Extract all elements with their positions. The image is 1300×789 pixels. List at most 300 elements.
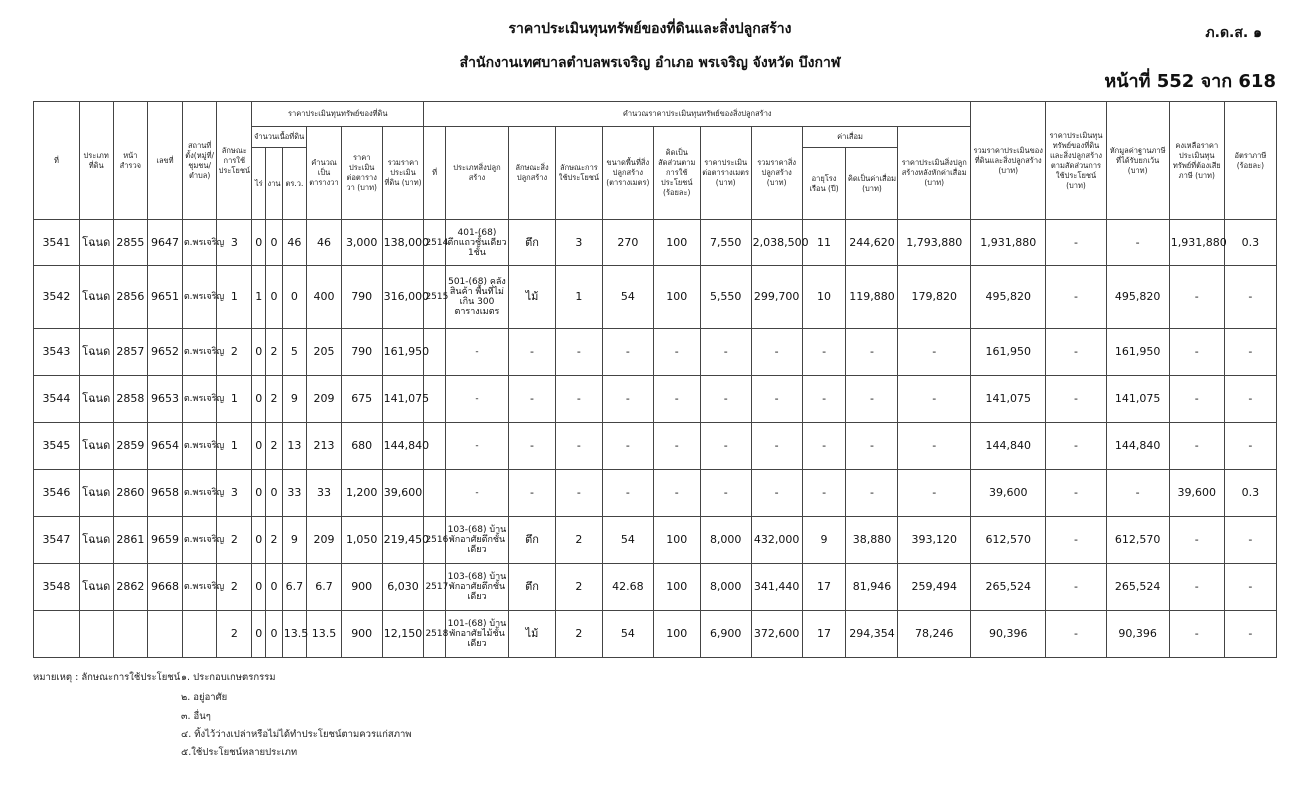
cell-taxable: 39,600 [1169,470,1224,517]
cell-taxable: - [1169,329,1224,376]
col-wa: ตร.ว. [282,148,306,220]
cell-bld-kind: ตึก [509,220,556,266]
cell-land-type: โฉนด [79,376,113,423]
footnote-item: ๔. ทิ้งไว้ว่างเปล่าหรือไม่ได้ทำประโยชน์ตามควรแก่สภาพ [181,729,412,740]
cell-bld-kind: ตึก [509,564,556,611]
cell-exempt: - [1106,470,1169,517]
cell-bld-area: 54 [602,611,653,658]
cell-doc-no: 9658 [148,470,183,517]
cell-land-type: โฉนด [79,423,113,470]
cell-bld-net: - [898,423,971,470]
cell-page-survey [113,611,148,658]
cell-bld-pct: 100 [653,611,700,658]
cell-page-survey: 2856 [113,266,148,329]
cell-grand-total: 612,570 [970,517,1045,564]
cell-bld-usage: 2 [555,611,602,658]
col-land-total: รวมราคาประเมินที่ดิน (บาท) [382,127,424,220]
cell-ngan: 2 [266,517,282,564]
cell-ngan: 0 [266,611,282,658]
cell-age: - [802,470,846,517]
cell-page-survey: 2862 [113,564,148,611]
cell-location: ต.พรเจริญ [182,564,217,611]
cell-bld-pct: 100 [653,517,700,564]
cell-dep-amount: 244,620 [846,220,898,266]
cell-wa: 13.5 [282,611,306,658]
cell-bld-total: 432,000 [751,517,802,564]
cell-no: 3545 [34,423,80,470]
cell-bld-area: 42.68 [602,564,653,611]
cell-rai: 0 [252,564,266,611]
footnote-item: ๒. อยู่อาศัย [181,692,228,703]
cell-exempt: 161,950 [1106,329,1169,376]
cell-calc-sqwa: 33 [307,470,342,517]
col-usage: ลักษณะการใช้ประโยชน์ [217,102,252,220]
cell-wa: 5 [282,329,306,376]
cell-usage: 2 [217,611,252,658]
cell-age: - [802,329,846,376]
col-group-building: คำนวณราคาประเมินทุนทรัพย์ของสิ่งปลูกสร้าง [424,102,971,127]
table-row [34,470,1277,517]
cell-rate: - [1224,376,1276,423]
footnote-item: ๕.ใช้ประโยชน์หลายประเภท [181,747,298,758]
cell-rai: 0 [252,611,266,658]
col-land-type: ประเภทที่ดิน [79,102,113,220]
table-row [34,329,1277,376]
cell-age: - [802,376,846,423]
cell-page-survey: 2860 [113,470,148,517]
cell-bld-price-sqm: 8,000 [700,517,751,564]
cell-wa: 46 [282,220,306,266]
cell-calc-sqwa: 209 [307,517,342,564]
cell-location: ต.พรเจริญ [182,423,217,470]
cell-bld-net: 259,494 [898,564,971,611]
cell-bld-area: - [602,376,653,423]
cell-prop-value: - [1046,517,1106,564]
cell-exempt: - [1106,220,1169,266]
cell-price-sqwa: 3,000 [341,220,382,266]
cell-grand-total: 141,075 [970,376,1045,423]
cell-bld-price-sqm: - [700,329,751,376]
cell-age: 9 [802,517,846,564]
cell-bld-usage: - [555,376,602,423]
cell-ngan: 2 [266,376,282,423]
cell-page-survey: 2855 [113,220,148,266]
col-bld-pct: คิดเป็นสัดส่วนตามการใช้ประโยชน์ (ร้อยละ) [653,127,700,220]
cell-ngan: 2 [266,423,282,470]
cell-exempt: 495,820 [1106,266,1169,329]
cell-land-type: โฉนด [79,564,113,611]
cell-dep-amount: 119,880 [846,266,898,329]
cell-bld-usage: 3 [555,220,602,266]
cell-location: ต.พรเจริญ [182,470,217,517]
cell-bld-no: 2518 [424,611,445,658]
cell-bld-kind: - [509,470,556,517]
cell-age: 17 [802,611,846,658]
cell-price-sqwa: 900 [341,611,382,658]
cell-price-sqwa: 675 [341,376,382,423]
cell-land-type: โฉนด [79,470,113,517]
cell-bld-total: 372,600 [751,611,802,658]
cell-land-total: 219,450 [382,517,424,564]
table-row [34,517,1277,564]
col-exempt: หักมูลค่าฐานภาษีที่ได้รับยกเว้น (บาท) [1106,102,1169,220]
form-code: ภ.ด.ส. ๑ [1205,25,1262,41]
cell-dep-amount: - [846,376,898,423]
cell-calc-sqwa: 209 [307,376,342,423]
cell-exempt: 141,075 [1106,376,1169,423]
cell-doc-no: 9654 [148,423,183,470]
cell-wa: 9 [282,517,306,564]
cell-doc-no: 9652 [148,329,183,376]
cell-rate: - [1224,611,1276,658]
cell-taxable: - [1169,517,1224,564]
cell-bld-net: 78,246 [898,611,971,658]
cell-taxable: - [1169,266,1224,329]
cell-bld-no: 2515 [424,266,445,329]
cell-ngan: 0 [266,266,282,329]
cell-dep-amount: 38,880 [846,517,898,564]
cell-bld-net: 393,120 [898,517,971,564]
footnote-item: ๑. ประกอบเกษตรกรรม [181,672,276,683]
col-no: ที่ [34,102,80,220]
cell-bld-no: 2517 [424,564,445,611]
cell-bld-area: - [602,470,653,517]
cell-land-total: 6,030 [382,564,424,611]
cell-no: 3546 [34,470,80,517]
cell-bld-no: 2516 [424,517,445,564]
cell-bld-price-sqm: 8,000 [700,564,751,611]
col-group-depreciation: ค่าเสื่อม [802,127,898,148]
cell-prop-value: - [1046,266,1106,329]
cell-bld-usage: - [555,329,602,376]
cell-calc-sqwa: 400 [307,266,342,329]
cell-price-sqwa: 790 [341,266,382,329]
cell-bld-net: - [898,376,971,423]
table-row [34,564,1277,611]
col-group-land: ราคาประเมินทุนทรัพย์ของที่ดิน [252,102,424,127]
cell-land-total: 138,000 [382,220,424,266]
cell-taxable: 1,931,880 [1169,220,1224,266]
cell-bld-pct: 100 [653,266,700,329]
cell-grand-total: 495,820 [970,266,1045,329]
cell-bld-total: 299,700 [751,266,802,329]
cell-location [182,611,217,658]
cell-page-survey: 2857 [113,329,148,376]
cell-no: 3547 [34,517,80,564]
cell-wa: 6.7 [282,564,306,611]
col-bld-type: ประเภทสิ่งปลูกสร้าง [445,127,508,220]
cell-age: 17 [802,564,846,611]
cell-prop-value: - [1046,220,1106,266]
cell-bld-type: 501-(68) คลังสินค้า พื้นที่ไม่เกิน 300 ตารางเมตร [445,266,508,329]
footnote-item: ๓. อื่นๆ [181,711,211,722]
col-bld-no: ที่ [424,127,445,220]
cell-no: 3542 [34,266,80,329]
cell-prop-value: - [1046,611,1106,658]
cell-price-sqwa: 790 [341,329,382,376]
col-calc-sqwa: คำนวณเป็นตารางวา [307,127,342,220]
cell-calc-sqwa: 205 [307,329,342,376]
cell-location: ต.พรเจริญ [182,220,217,266]
col-dep-amount: คิดเป็นค่าเสื่อม (บาท) [846,148,898,220]
cell-bld-pct: - [653,329,700,376]
cell-land-type: โฉนด [79,517,113,564]
cell-rai: 0 [252,376,266,423]
cell-ngan: 0 [266,470,282,517]
table-row [34,423,1277,470]
cell-doc-no: 9668 [148,564,183,611]
cell-land-type: โฉนด [79,329,113,376]
cell-bld-usage: 1 [555,266,602,329]
cell-calc-sqwa: 13.5 [307,611,342,658]
cell-rai: 0 [252,220,266,266]
col-rai: ไร่ [252,148,266,220]
cell-rate: - [1224,423,1276,470]
cell-ngan: 0 [266,564,282,611]
cell-grand-total: 39,600 [970,470,1045,517]
cell-land-total: 161,950 [382,329,424,376]
report-title: ราคาประเมินทุนทรัพย์ของที่ดินและสิ่งปลูกสร้าง [508,21,792,37]
cell-no: 3541 [34,220,80,266]
cell-bld-area: - [602,329,653,376]
cell-rai: 0 [252,329,266,376]
cell-ngan: 0 [266,220,282,266]
cell-bld-total: - [751,470,802,517]
cell-prop-value: - [1046,329,1106,376]
cell-land-total: 141,075 [382,376,424,423]
cell-no: 3543 [34,329,80,376]
cell-bld-pct: 100 [653,564,700,611]
cell-bld-total: - [751,329,802,376]
cell-bld-usage: - [555,423,602,470]
cell-bld-total: 2,038,500 [751,220,802,266]
col-bld-total: รวมราคาสิ่งปลูกสร้าง (บาท) [751,127,802,220]
cell-bld-total: 341,440 [751,564,802,611]
cell-wa: 33 [282,470,306,517]
cell-bld-type: - [445,329,508,376]
cell-bld-price-sqm: 7,550 [700,220,751,266]
cell-dep-amount: - [846,329,898,376]
cell-bld-kind: - [509,423,556,470]
table-row [34,376,1277,423]
col-group-area: จำนวนเนื้อที่ดิน [252,127,307,148]
cell-price-sqwa: 900 [341,564,382,611]
cell-usage: 2 [217,564,252,611]
cell-no: 3548 [34,564,80,611]
col-bld-kind: ลักษณะสิ่งปลูกสร้าง [509,127,556,220]
cell-bld-pct: - [653,470,700,517]
cell-bld-price-sqm: 5,550 [700,266,751,329]
cell-rai: 0 [252,423,266,470]
cell-land-total: 39,600 [382,470,424,517]
cell-exempt: 144,840 [1106,423,1169,470]
cell-no: 3544 [34,376,80,423]
cell-bld-type: 103-(68) บ้านพักอาศัยตึกชั้นเดียว [445,517,508,564]
cell-bld-pct: - [653,376,700,423]
cell-bld-area: 54 [602,517,653,564]
cell-taxable: - [1169,611,1224,658]
cell-bld-type: 401-(68) ตึกแถวชั้นเดียว 1ชั้น [445,220,508,266]
cell-usage: 3 [217,470,252,517]
cell-bld-pct: - [653,423,700,470]
cell-usage: 1 [217,423,252,470]
cell-bld-kind: - [509,376,556,423]
cell-taxable: - [1169,423,1224,470]
cell-bld-no: 2514 [424,220,445,266]
cell-age: 11 [802,220,846,266]
cell-exempt: 612,570 [1106,517,1169,564]
assessment-table [33,101,1277,658]
cell-bld-kind: ไม้ [509,611,556,658]
cell-grand-total: 1,931,880 [970,220,1045,266]
cell-location: ต.พรเจริญ [182,329,217,376]
cell-bld-net: - [898,470,971,517]
cell-exempt: 265,524 [1106,564,1169,611]
cell-location: ต.พรเจริญ [182,517,217,564]
cell-grand-total: 144,840 [970,423,1045,470]
cell-bld-no [424,470,445,517]
organization-name: สำนักงานเทศบาลตำบลพรเจริญ อำเภอ พรเจริญ จังหวัด บึงกาฬ [459,55,841,71]
cell-bld-price-sqm: - [700,376,751,423]
cell-bld-type: - [445,423,508,470]
cell-bld-kind: ไม้ [509,266,556,329]
cell-bld-type: - [445,470,508,517]
col-prop-value: ราคาประเมินทุนทรัพย์ของที่ดินและสิ่งปลูกสร้างตามสัดส่วนการใช้ประโยชน์ (บาท) [1046,102,1106,220]
cell-calc-sqwa: 213 [307,423,342,470]
cell-land-total: 316,000 [382,266,424,329]
cell-bld-total: - [751,376,802,423]
col-taxable: คงเหลือราคาประเมินทุนทรัพย์ที่ต้องเสียภาษี (บาท) [1169,102,1224,220]
cell-bld-usage: 2 [555,517,602,564]
cell-usage: 1 [217,376,252,423]
cell-bld-kind: - [509,329,556,376]
cell-rate: - [1224,564,1276,611]
cell-prop-value: - [1046,423,1106,470]
cell-bld-pct: 100 [653,220,700,266]
page-indicator: หน้าที่ 552 จาก 618 [1104,71,1276,92]
col-page-survey: หน้าสำรวจ [113,102,148,220]
cell-land-type [79,611,113,658]
cell-page-survey: 2859 [113,423,148,470]
col-price-sqwa: ราคาประเมินต่อตารางวา (บาท) [341,127,382,220]
cell-prop-value: - [1046,470,1106,517]
cell-rate: - [1224,329,1276,376]
cell-wa: 9 [282,376,306,423]
cell-calc-sqwa: 6.7 [307,564,342,611]
col-ngan: งาน [266,148,282,220]
cell-dep-amount: 81,946 [846,564,898,611]
cell-rai: 0 [252,470,266,517]
cell-bld-area: 270 [602,220,653,266]
cell-rate: 0.3 [1224,470,1276,517]
cell-taxable: - [1169,564,1224,611]
col-bld-area: ขนาดพื้นที่สิ่งปลูกสร้าง (ตารางเมตร) [602,127,653,220]
cell-dep-amount: - [846,470,898,517]
cell-wa: 13 [282,423,306,470]
cell-prop-value: - [1046,564,1106,611]
cell-bld-kind: ตึก [509,517,556,564]
cell-rai: 1 [252,266,266,329]
cell-rate: 0.3 [1224,220,1276,266]
cell-ngan: 2 [266,329,282,376]
cell-land-total: 144,840 [382,423,424,470]
cell-price-sqwa: 1,050 [341,517,382,564]
cell-age: 10 [802,266,846,329]
col-age: อายุโรงเรือน (ปี) [802,148,846,220]
col-bld-net: ราคาประเมินสิ่งปลูกสร้างหลังหักค่าเสื่อม (บาท) [898,127,971,220]
table-row [34,611,1277,658]
cell-bld-total: - [751,423,802,470]
cell-bld-type: 101-(68) บ้านพักอาศัยไม้ชั้นเดียว [445,611,508,658]
cell-no [34,611,80,658]
col-bld-usage: ลักษณะการใช้ประโยชน์ [555,127,602,220]
table-row [34,220,1277,266]
cell-bld-type: - [445,376,508,423]
cell-doc-no: 9651 [148,266,183,329]
col-doc-no: เลขที่ [148,102,183,220]
cell-location: ต.พรเจริญ [182,376,217,423]
cell-bld-net: 1,793,880 [898,220,971,266]
cell-bld-price-sqm: 6,900 [700,611,751,658]
cell-price-sqwa: 680 [341,423,382,470]
cell-taxable: - [1169,376,1224,423]
cell-rai: 0 [252,517,266,564]
cell-age: - [802,423,846,470]
cell-doc-no [148,611,183,658]
cell-calc-sqwa: 46 [307,220,342,266]
cell-land-type: โฉนด [79,266,113,329]
cell-usage: 3 [217,220,252,266]
cell-grand-total: 161,950 [970,329,1045,376]
cell-land-type: โฉนด [79,220,113,266]
cell-prop-value: - [1046,376,1106,423]
cell-exempt: 90,396 [1106,611,1169,658]
cell-rate: - [1224,266,1276,329]
table-row [34,266,1277,329]
cell-dep-amount: 294,354 [846,611,898,658]
col-location: สถานที่ตั้ง(หมู่ที่/ชุมชน/ตำบล) [182,102,217,220]
col-rate: อัตราภาษี (ร้อยละ) [1224,102,1276,220]
cell-bld-price-sqm: - [700,470,751,517]
cell-price-sqwa: 1,200 [341,470,382,517]
cell-bld-net: - [898,329,971,376]
cell-doc-no: 9659 [148,517,183,564]
cell-grand-total: 265,524 [970,564,1045,611]
cell-bld-type: 103-(68) บ้านพักอาศัยตึกชั้นเดียว [445,564,508,611]
cell-dep-amount: - [846,423,898,470]
cell-bld-price-sqm: - [700,423,751,470]
col-grand-total: รวมราคาประเมินของที่ดินและสิ่งปลูกสร้าง (บาท) [970,102,1045,220]
cell-grand-total: 90,396 [970,611,1045,658]
cell-bld-net: 179,820 [898,266,971,329]
cell-usage: 1 [217,266,252,329]
cell-land-total: 12,150 [382,611,424,658]
cell-bld-area: 54 [602,266,653,329]
col-bld-price-sqm: ราคาประเมินต่อตารางเมตร (บาท) [700,127,751,220]
cell-bld-usage: 2 [555,564,602,611]
cell-doc-no: 9647 [148,220,183,266]
cell-location: ต.พรเจริญ [182,266,217,329]
cell-usage: 2 [217,329,252,376]
cell-page-survey: 2858 [113,376,148,423]
cell-rate: - [1224,517,1276,564]
cell-bld-usage: - [555,470,602,517]
footnote-lead: หมายเหตุ : ลักษณะการใช้ประโยชน์ [33,672,181,683]
cell-bld-area: - [602,423,653,470]
cell-usage: 2 [217,517,252,564]
cell-page-survey: 2861 [113,517,148,564]
cell-doc-no: 9653 [148,376,183,423]
